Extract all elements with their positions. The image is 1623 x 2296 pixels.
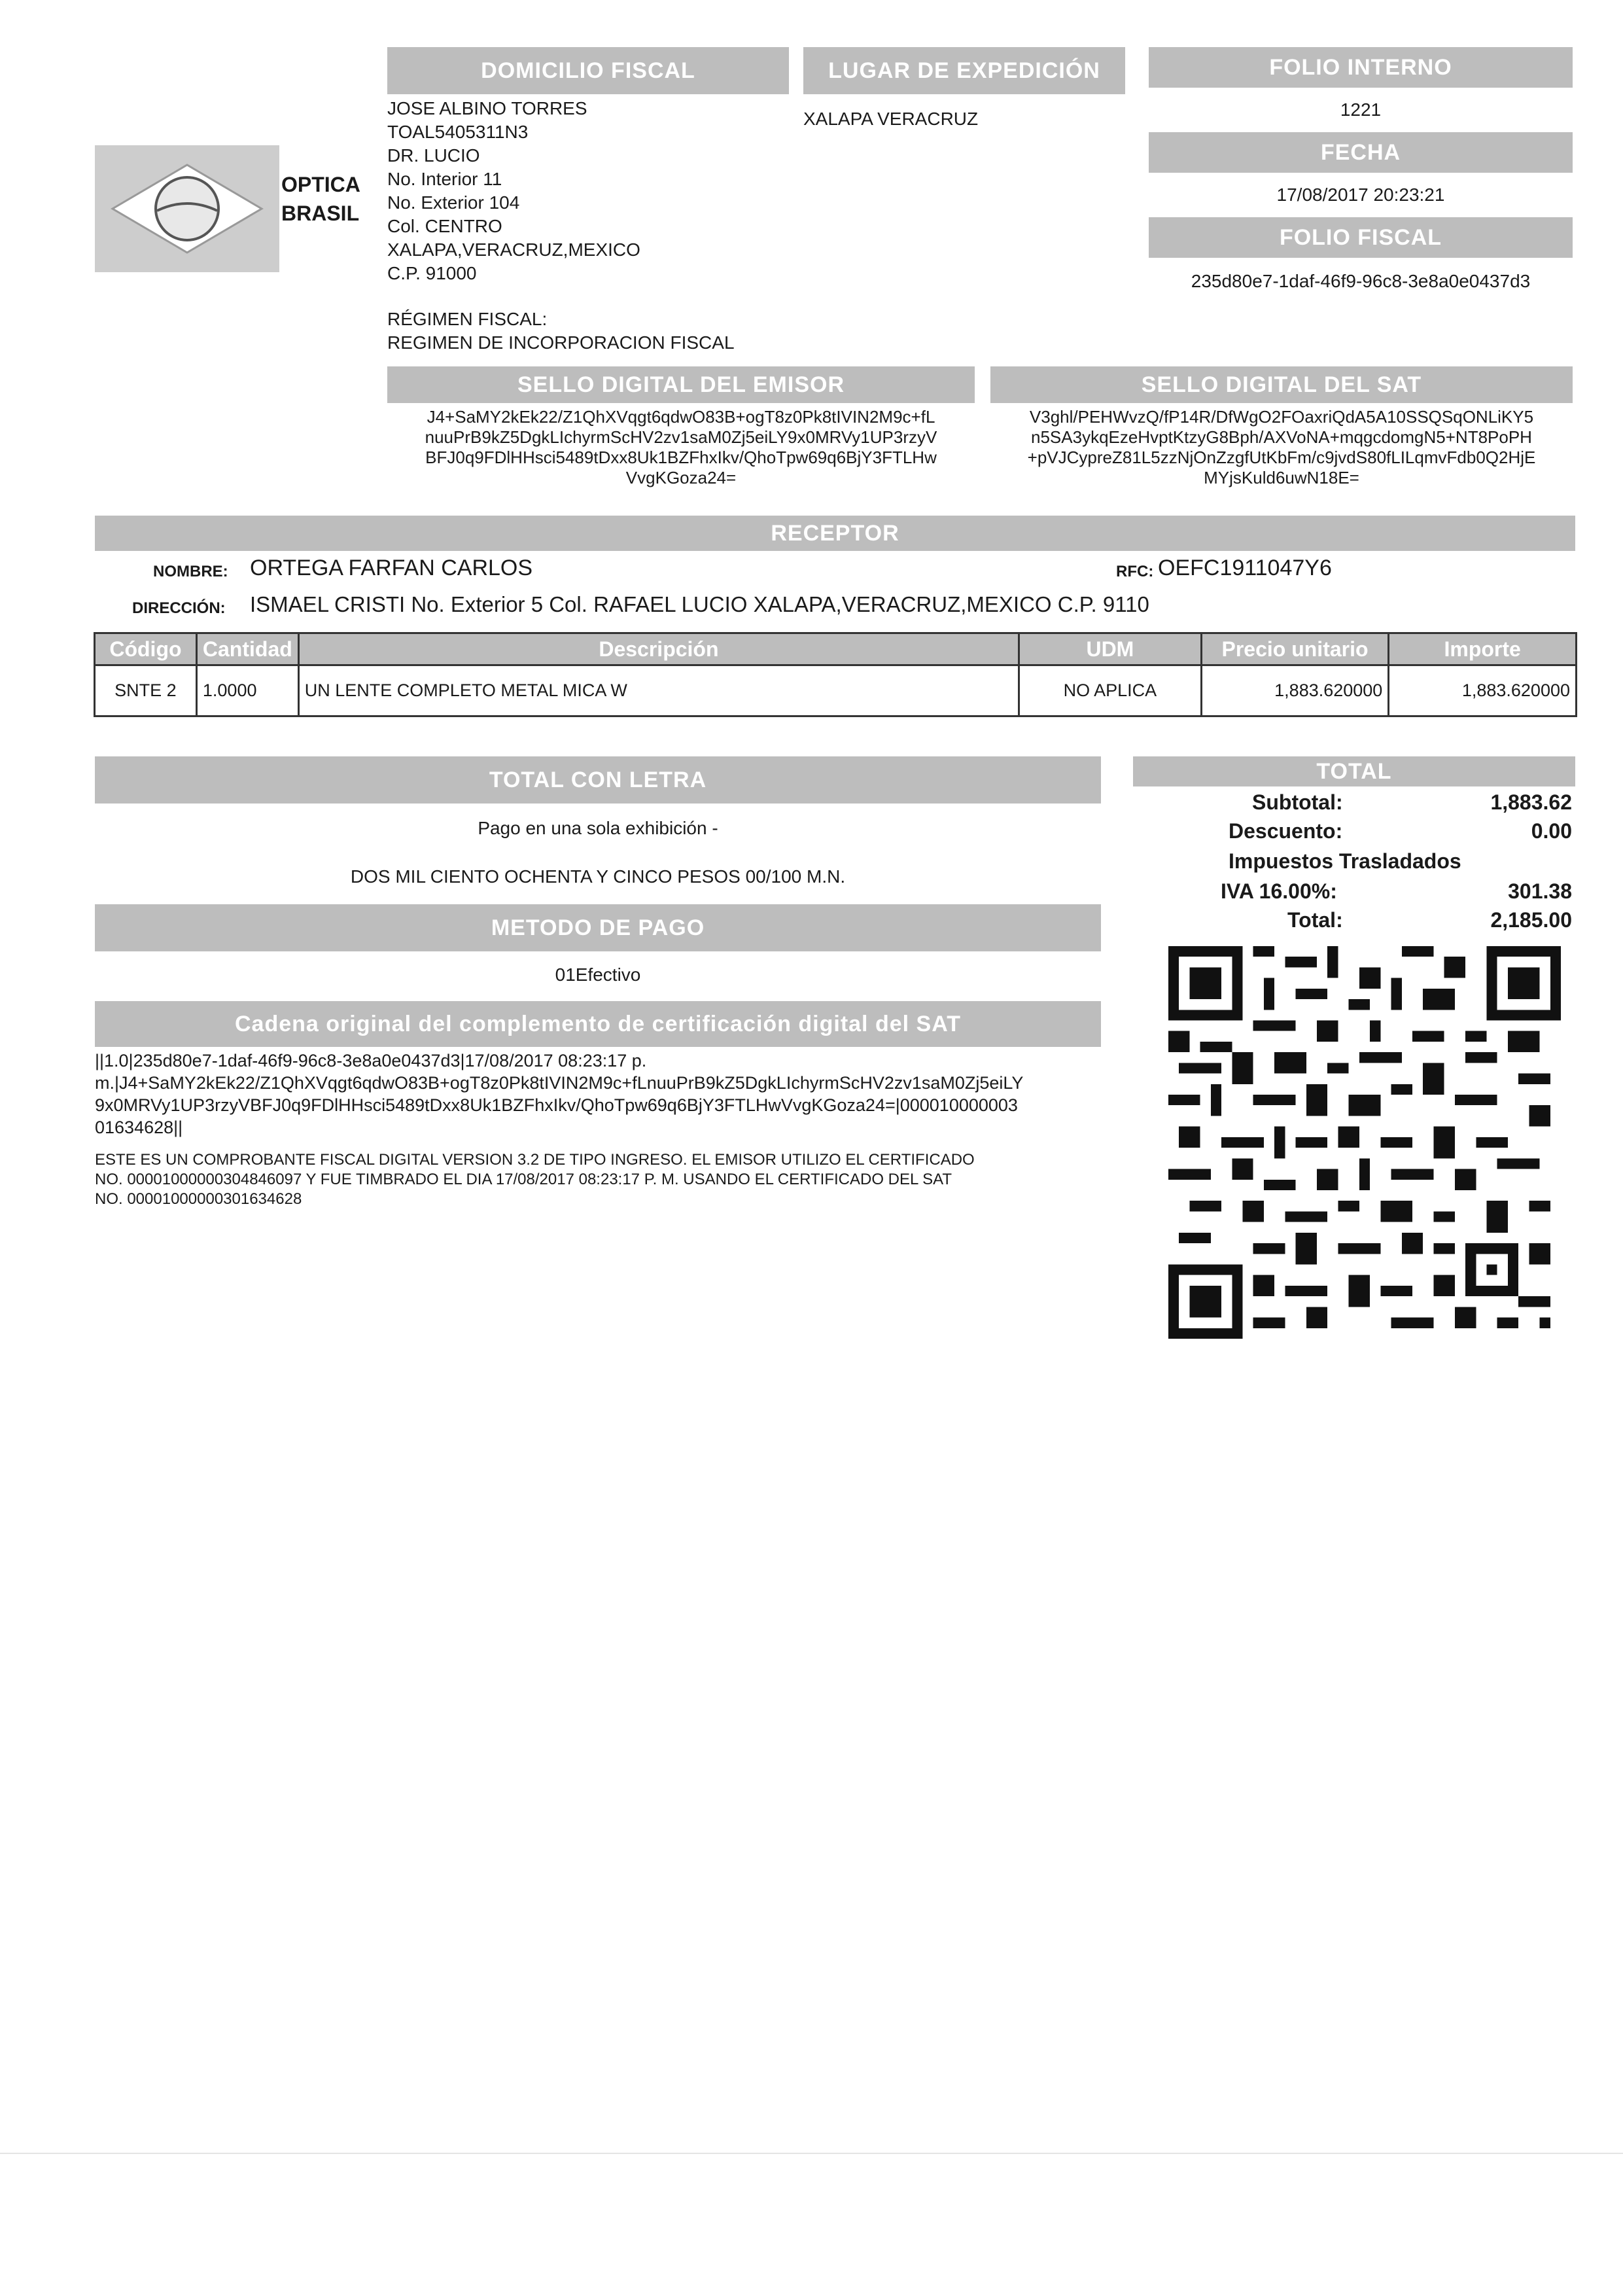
total-en-letra: DOS MIL CIENTO OCHENTA Y CINCO PESOS 00/100 M.N. xyxy=(350,866,846,887)
subtotal-label: Subtotal: xyxy=(1252,790,1343,814)
logo-emblem-icon xyxy=(95,145,279,272)
address-line: XALAPA,VERACRUZ,MEXICO xyxy=(387,239,640,260)
regimen-fiscal-value: REGIMEN DE INCORPORACION FISCAL xyxy=(387,332,735,353)
address-line: TOAL5405311N3 xyxy=(387,122,529,142)
col-importe: Importe xyxy=(1389,633,1577,665)
cell-precio-unitario: 1,883.620000 xyxy=(1201,665,1389,716)
fecha-header: FECHA xyxy=(1149,132,1573,173)
cell-codigo: SNTE 2 xyxy=(95,665,197,716)
cadena-line: ||1.0|235d80e7-1daf-46f9-96c8-3e8a0e0437d3|17/08/2017 08:23:17 p. xyxy=(95,1051,647,1070)
descuento-value: 0.00 xyxy=(1531,819,1572,843)
col-udm: UDM xyxy=(1019,633,1202,665)
sello-sat-line: V3ghl/PEHWvzQ/fP14R/DfWgO2FOaxriQdA5A10SSQSqONLiKY5 xyxy=(1029,407,1534,427)
table-row xyxy=(95,665,1577,716)
sello-emisor-header: SELLO DIGITAL DEL EMISOR xyxy=(387,366,975,403)
receptor-header: RECEPTOR xyxy=(95,516,1575,551)
cell-importe: 1,883.620000 xyxy=(1389,665,1577,716)
metodo-pago-value: 01Efectivo xyxy=(555,964,641,985)
cadena-line: 01634628|| xyxy=(95,1118,183,1137)
fecha-value: 17/08/2017 20:23:21 xyxy=(1276,185,1445,205)
scan-edge-line xyxy=(0,2153,1623,2154)
qr-code xyxy=(1167,946,1562,1339)
cell-cantidad: 1.0000 xyxy=(196,665,298,716)
receptor-direccion: ISMAEL CRISTI No. Exterior 5 Col. RAFAEL LUCIO XALAPA,VERACRUZ,MEXICO C.P. 9110 xyxy=(250,592,1149,616)
sello-emisor-line: nuuPrB9kZ5DgkLIchyrmScHV2zv1saM0Zj5eiLY9x0MRVy1UP3rzyV xyxy=(425,427,937,447)
iva-value: 301.38 xyxy=(1508,879,1572,903)
subtotal-value: 1,883.62 xyxy=(1490,790,1572,814)
lugar-expedicion-value: XALAPA VERACRUZ xyxy=(803,109,979,129)
folio-interno-value: 1221 xyxy=(1340,99,1382,120)
address-line: C.P. 91000 xyxy=(387,263,477,283)
address-line: No. Exterior 104 xyxy=(387,192,520,213)
legend-line: ESTE ES UN COMPROBANTE FISCAL DIGITAL VERSION 3.2 DE TIPO INGRESO. EL EMISOR UTILIZO EL CERTIFICADO xyxy=(95,1151,975,1169)
cadena-line: 9x0MRVy1UP3rzyVBFJ0q9FDlHHsci5489tDxx8Uk1BZFhxIkv/QhoTpw69q6BjY3FTLHwVvgKGoza24=|000010000003 xyxy=(95,1095,1018,1115)
total-value: 2,185.00 xyxy=(1490,908,1572,932)
sello-sat-line: n5SA3ykqEzeHvptKtzyG8Bph/AXVoNA+mqgcdomgN5+NT8PoPH xyxy=(1031,427,1532,447)
address-line: Col. CENTRO xyxy=(387,216,502,236)
items-header-row xyxy=(95,633,1577,665)
sello-sat-line: MYjsKuld6uwN18E= xyxy=(1204,468,1359,487)
iva-label: IVA 16.00%: xyxy=(1221,879,1337,903)
domicilio-fiscal-header: DOMICILIO FISCAL xyxy=(387,47,789,94)
sello-sat-header: SELLO DIGITAL DEL SAT xyxy=(990,366,1573,403)
total-letra-header: TOTAL CON LETRA xyxy=(95,756,1101,804)
sello-emisor-text xyxy=(387,407,975,488)
totales-header: TOTAL xyxy=(1133,756,1575,786)
col-codigo: Código xyxy=(95,633,197,665)
folio-fiscal-header: FOLIO FISCAL xyxy=(1149,217,1573,258)
cell-udm: NO APLICA xyxy=(1019,665,1202,716)
impuestos-trasladados-label: Impuestos Trasladados xyxy=(1229,849,1461,873)
descuento-label: Descuento: xyxy=(1229,819,1343,843)
cadena-line: m.|J4+SaMY2kEk22/Z1QhXVqgt6qdwO83B+ogT8z0Pk8tIVIN2M9c+fLnuuPrB9kZ5DgkLIchyrmScHV2zv1saM0Zj5eiLY xyxy=(95,1073,1024,1093)
nombre-label: NOMBRE: xyxy=(153,563,228,580)
address-line: DR. LUCIO xyxy=(387,145,480,166)
company-logo xyxy=(95,145,279,272)
total-label: Total: xyxy=(1287,908,1343,932)
sello-sat-text xyxy=(990,407,1573,488)
logo-text-line2: BRASIL xyxy=(281,202,360,225)
sello-emisor-line: J4+SaMY2kEk22/Z1QhXVqgt6qdwO83B+ogT8z0Pk8tIVIN2M9c+fL xyxy=(427,407,935,427)
col-cantidad: Cantidad xyxy=(196,633,298,665)
col-descripcion: Descripción xyxy=(298,633,1019,665)
receptor-rfc: OEFC1911047Y6 xyxy=(1158,556,1332,580)
metodo-pago-header: METODO DE PAGO xyxy=(95,904,1101,951)
regimen-fiscal-label: RÉGIMEN FISCAL: xyxy=(387,309,548,329)
receptor-nombre: ORTEGA FARFAN CARLOS xyxy=(250,556,533,580)
address-line: No. Interior 11 xyxy=(387,169,502,189)
lugar-expedicion-header: LUGAR DE EXPEDICIÓN xyxy=(803,47,1125,94)
col-precio-unitario: Precio unitario xyxy=(1201,633,1389,665)
address-line: JOSE ALBINO TORRES xyxy=(387,98,587,118)
cadena-original-header: Cadena original del complemento de certificación digital del SAT xyxy=(95,1001,1101,1047)
sello-emisor-line: BFJ0q9FDlHHsci5489tDxx8Uk1BZFhxIkv/QhoTpw69q6BjY3FTLHw xyxy=(425,448,937,467)
logo-text-line1: OPTICA xyxy=(281,173,360,196)
legend-line: NO. 00001000000304846097 Y FUE TIMBRADO EL DIA 17/08/2017 08:23:17 P. M. USANDO EL CERTIFICADO DEL SAT xyxy=(95,1171,952,1188)
pago-exhibicion: Pago en una sola exhibición - xyxy=(478,818,718,838)
cell-descripcion: UN LENTE COMPLETO METAL MICA W xyxy=(298,665,1019,716)
direccion-label: DIRECCIÓN: xyxy=(132,599,226,617)
folio-interno-header: FOLIO INTERNO xyxy=(1149,47,1573,88)
sello-emisor-line: VvgKGoza24= xyxy=(625,468,737,487)
rfc-label: RFC: xyxy=(1116,563,1154,580)
qr-code-icon xyxy=(1167,946,1562,1339)
sello-sat-line: +pVJCypreZ81L5zzNjOnZzgfUtKbFm/c9jvdS80fLILqmvFdb0Q2HjE xyxy=(1027,448,1536,467)
folio-fiscal-value: 235d80e7-1daf-46f9-96c8-3e8a0e0437d3 xyxy=(1191,271,1531,291)
legend-line: NO. 00001000000301634628 xyxy=(95,1190,302,1208)
items-table xyxy=(94,632,1577,717)
